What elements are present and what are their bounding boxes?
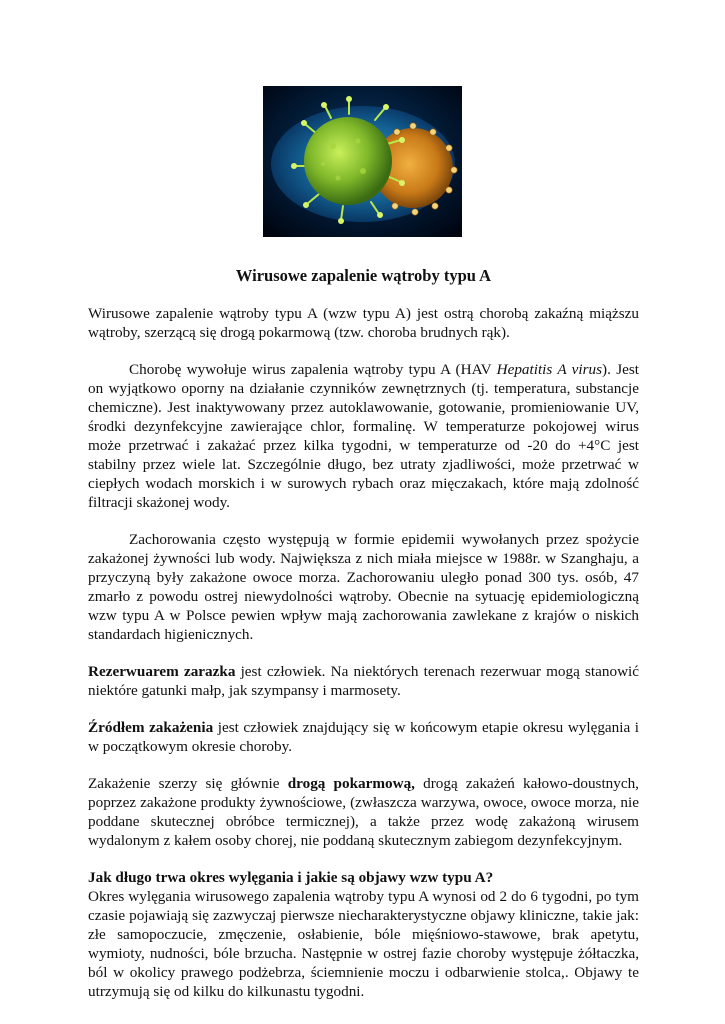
paragraph-reservoir bbox=[88, 662, 639, 700]
paragraph-source bbox=[88, 718, 639, 756]
paragraph-virus-italic: Hepatitis A virus bbox=[496, 361, 603, 378]
transmission-text-b: drogą zakażeń kałowo-doustnych, poprzez zakażone produkty żywnościowe, (zwłaszcza warzywa, owoce, owoce morza, nie poddane skutecznej obróbce termicznej), a także przez wodę zakażoną wirusem wydalonym z kałem osoby chorej, nie poddaną skutecznym zabiegom dezynfekcyjnym. bbox=[88, 775, 639, 849]
virus-icon bbox=[263, 86, 462, 237]
paragraph-virus bbox=[88, 360, 639, 512]
page-title: Wirusowe zapalenie wątroby typu A bbox=[235, 266, 492, 285]
reservoir-text: jest człowiek. Na niektórych terenach rezerwuar mogą stanowić niektóre gatunki małp, jak szympansy i marmosety. bbox=[88, 663, 639, 699]
paragraph-incubation: Okres wylęgania wirusowego zapalenia wątroby typu A wynosi od 2 do 6 tygodni, po tym czasie pojawiają się zazwyczaj pierwsze niecharakterystyczne objawy kliniczne, takie jak: złe samopoczucie, zmęczenie, osłabienie, bóle mięśniowo-stawowe, brak apetytu, wymioty, nudności, bóle brzucha. Następnie w ostrej fazie choroby występuje żółtaczka, ból w okolicy prawego podżebrza, ściemnienie moczu i odbarwienie stolca,. Objawy te utrzymują się od kilku do kilkunastu tygodni. bbox=[88, 888, 639, 1000]
reservoir-term: Rezerwuarem zarazka bbox=[88, 663, 236, 680]
source-term: Źródłem zakażenia bbox=[88, 719, 214, 736]
transmission-term: drogą pokarmową, bbox=[287, 775, 415, 792]
transmission-text-a: Zakażenie szerzy się głównie bbox=[88, 775, 288, 792]
document-body bbox=[88, 304, 639, 1019]
paragraph-virus-text-b: ). Jest on wyjątkowo oporny na działanie czynników zewnętrznych (tj. temperatura, substancje chemiczne). Jest inaktywowany przez autoklawowanie, gotowanie, promieniowanie UV, środki dezynfekcyjne zawierające chlor, formalinę. W temperaturze pokojowej wirus może przetrwać i zakażać przez kilka tygodni, w temperaturze od -20 do +4°C jest stabilny przez wiele lat. Szczególnie długo, bez utraty zjadliwości, może przetrwać w ciepłych wodach morskich i w surowych rybach oraz mięczakach, które mają zdolność filtracji skażonej wody. bbox=[88, 361, 639, 511]
paragraph-virus-text-a: Chorobę wywołuje wirus zapalenia wątroby typu A (HAV bbox=[129, 361, 497, 378]
source-text: jest człowiek znajdujący się w końcowym etapie okresu wylęgania i w początkowym okresie choroby. bbox=[88, 719, 639, 755]
virus-illustration bbox=[263, 86, 462, 237]
question-heading: Jak długo trwa okres wylęgania i jakie są objawy wzw typu A? bbox=[88, 869, 494, 886]
paragraph-epidemics: Zachorowania często występują w formie epidemii wywołanych przez spożycie zakażonej żywności lub wody. Największa z nich miała miejsce w 1988r. w Szanghaju, a przyczyną były zakażone owoce morza. Zachorowaniu uległo ponad 300 tys. osób, 47 zmarło z powodu ostrej niewydolności wątroby. Obecnie na sytuację epidemiologiczną wzw typu A w Polsce pewien wpływ mają zachorowania zawlekane z krajów o niskich standardach higienicznych. bbox=[88, 531, 639, 643]
paragraph-transmission bbox=[88, 774, 639, 850]
paragraph-intro: Wirusowe zapalenie wątroby typu A (wzw typu A) jest ostrą chorobą zakaźną miąższu wątroby, szerzącą się drogą pokarmową (tzw. choroba brudnych rąk). bbox=[88, 305, 639, 341]
